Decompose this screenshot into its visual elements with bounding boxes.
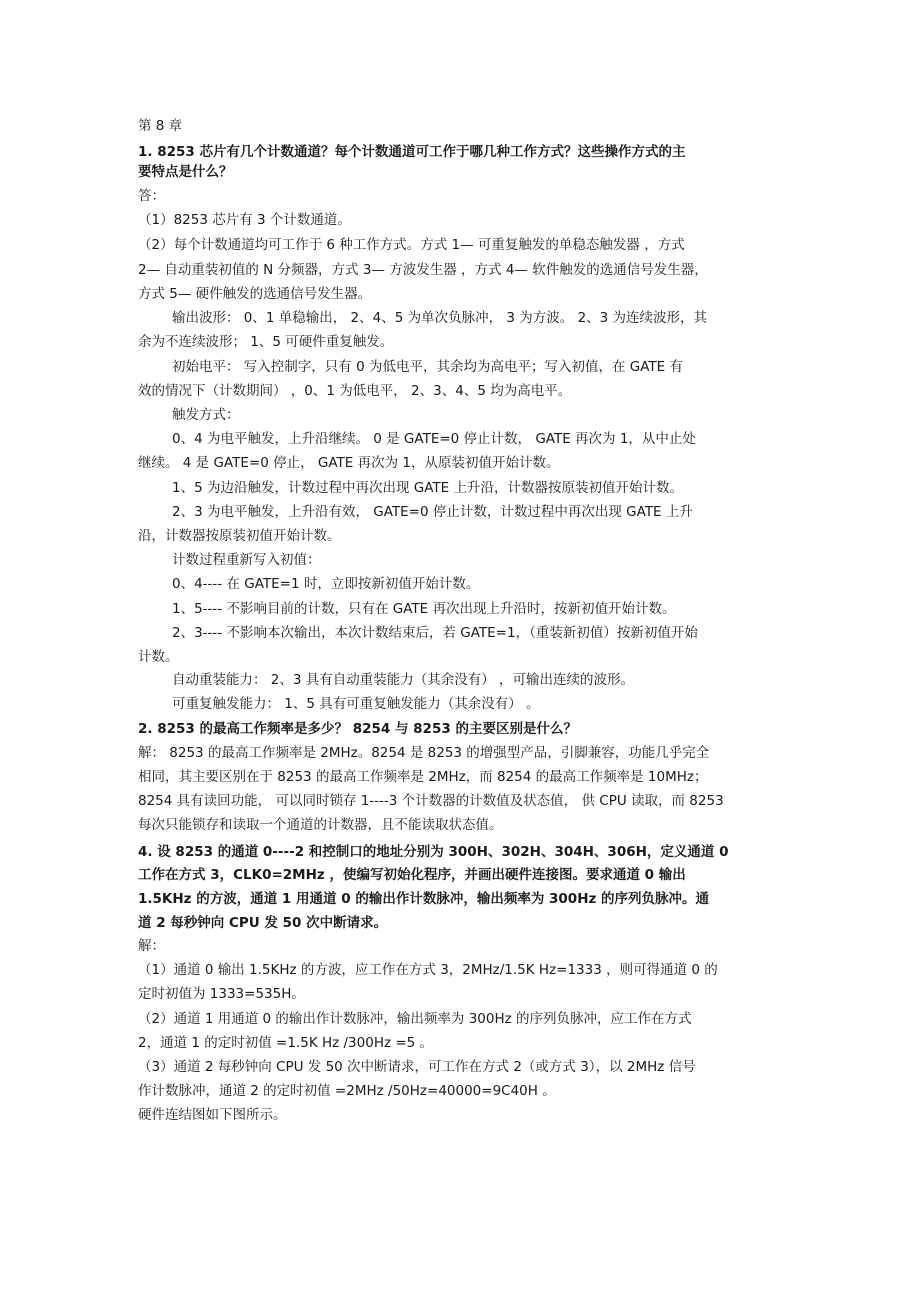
answer-line: 1、5 为边沿触发，计数过程中再次出现 GATE 上升沿，计数器按原装初值开始计数。	[172, 480, 683, 496]
answer-line: 2、3---- 不影响本次输出，本次计数结束后，若 GATE=1，（重装新初值）按新初值开始	[172, 625, 698, 641]
question-4-line: 1.5KHz 的方波，通道 1 用通道 0 的输出作计数脉冲，输出频率为 300Hz 的序列负脉冲。通	[138, 891, 710, 907]
answer-line: 0、4 为电平触发，上升沿继续。 0 是 GATE=0 停止计数， GATE 再次为 1，从中止处	[172, 431, 696, 447]
answer-line: 2，通道 1 的定时初值 =1.5K Hz /300Hz =5 。	[138, 1035, 434, 1051]
question-4-line: 工作在方式 3，CLK0=2MHz ，使编写初始化程序，并画出硬件连接图。要求通道 0 输出	[138, 867, 686, 883]
answer-label: 答：	[138, 188, 165, 204]
chapter-heading: 第 8 章	[138, 118, 183, 134]
answer-line: 初始电平： 写入控制字，只有 0 为低电平，其余均为高电平；写入初值，在 GATE 有	[172, 359, 683, 375]
answer-line: 可重复触发能力： 1、5 具有可重复触发能力（其余没有） 。	[172, 696, 540, 712]
answer-line: 定时初值为 1333=535H。	[138, 986, 305, 1002]
answer-line: 0、4---- 在 GATE=1 时，立即按新初值开始计数。	[172, 576, 480, 592]
answer-line: 8254 具有读回功能， 可以同时锁存 1----3 个计数器的计数值及状态值， 供 CPU 读取，而 8253	[138, 793, 724, 809]
answer-line: 计数。	[138, 649, 179, 665]
answer-line: 余为不连续波形； 1、5 可硬件重复触发。	[138, 334, 394, 350]
question-1-line: 1. 8253 芯片有几个计数通道？每个计数通道可工作于哪几种工作方式？这些操作方式的主	[138, 144, 686, 160]
answer-line: 触发方式：	[172, 407, 240, 423]
answer-line: （2）每个计数通道均可工作于 6 种工作方式。方式 1— 可重复触发的单稳态触发器 ，方式	[138, 237, 685, 253]
answer-line: （1）8253 芯片有 3 个计数通道。	[138, 212, 351, 228]
question-4-line: 道 2 每秒钟向 CPU 发 50 次中断请求。	[138, 915, 388, 931]
answer-line: 2、3 为电平触发，上升沿有效， GATE=0 停止计数，计数过程中再次出现 GATE 上升	[172, 504, 693, 520]
answer-line: 继续。 4 是 GATE=0 停止， GATE 再次为 1，从原装初值开始计数。	[138, 455, 560, 471]
answer-line: 自动重装能力： 2、3 具有自动重装能力（其余没有） ，可输出连续的波形。	[172, 672, 635, 688]
answer-line: 沿，计数器按原装初值开始计数。	[138, 528, 341, 544]
answer-line: 硬件连结图如下图所示。	[138, 1107, 287, 1123]
answer-line: （1）通道 0 输出 1.5KHz 的方波，应工作在方式 3，2MHz/1.5K Hz=1333 ，则可得通道 0 的	[138, 962, 718, 978]
answer-line: （2）通道 1 用通道 0 的输出作计数脉冲，输出频率为 300Hz 的序列负脉冲，应工作在方式	[138, 1011, 692, 1027]
answer-label: 解：	[138, 938, 165, 954]
answer-line: 效的情况下（计数期间） ，0、1 为低电平， 2、3、4、5 均为高电平。	[138, 383, 572, 399]
answer-line: （3）通道 2 每秒钟向 CPU 发 50 次中断请求，可工作在方式 2（或方式 3），以 2MHz 信号	[138, 1059, 696, 1075]
answer-line: 1、5---- 不影响目前的计数，只有在 GATE 再次出现上升沿时，按新初值开始计数。	[172, 601, 676, 617]
answer-line: 输出波形： 0、1 单稳输出， 2、4、5 为单次负脉冲， 3 为方波。 2、3 为连续波形，其	[172, 310, 708, 326]
answer-line: 作计数脉冲，通道 2 的定时初值 =2MHz /50Hz=40000=9C40H 。	[138, 1083, 556, 1099]
question-2-line: 2. 8253 的最高工作频率是多少？ 8254 与 8253 的主要区别是什么？	[138, 721, 577, 737]
answer-line: 每次只能锁存和读取一个通道的计数器，且不能读取状态值。	[138, 817, 503, 833]
answer-line: 2— 自动重装初值的 N 分频器，方式 3— 方波发生器 ，方式 4— 软件触发的选通信号发生器，	[138, 262, 708, 278]
answer-line: 计数过程重新写入初值：	[172, 552, 321, 568]
question-1-line: 要特点是什么？	[138, 164, 233, 180]
question-4-line: 4. 设 8253 的通道 0----2 和控制口的地址分别为 300H、302H、304H、306H，定义通道 0	[138, 844, 729, 860]
answer-line: 解： 8253 的最高工作频率是 2MHz。8254 是 8253 的增强型产品，引脚兼容，功能几乎完全	[138, 745, 710, 761]
answer-line: 方式 5— 硬件触发的选通信号发生器。	[138, 286, 372, 302]
answer-line: 相同，其主要区别在于 8253 的最高工作频率是 2MHz，而 8254 的最高工作频率是 10MHz；	[138, 769, 708, 785]
